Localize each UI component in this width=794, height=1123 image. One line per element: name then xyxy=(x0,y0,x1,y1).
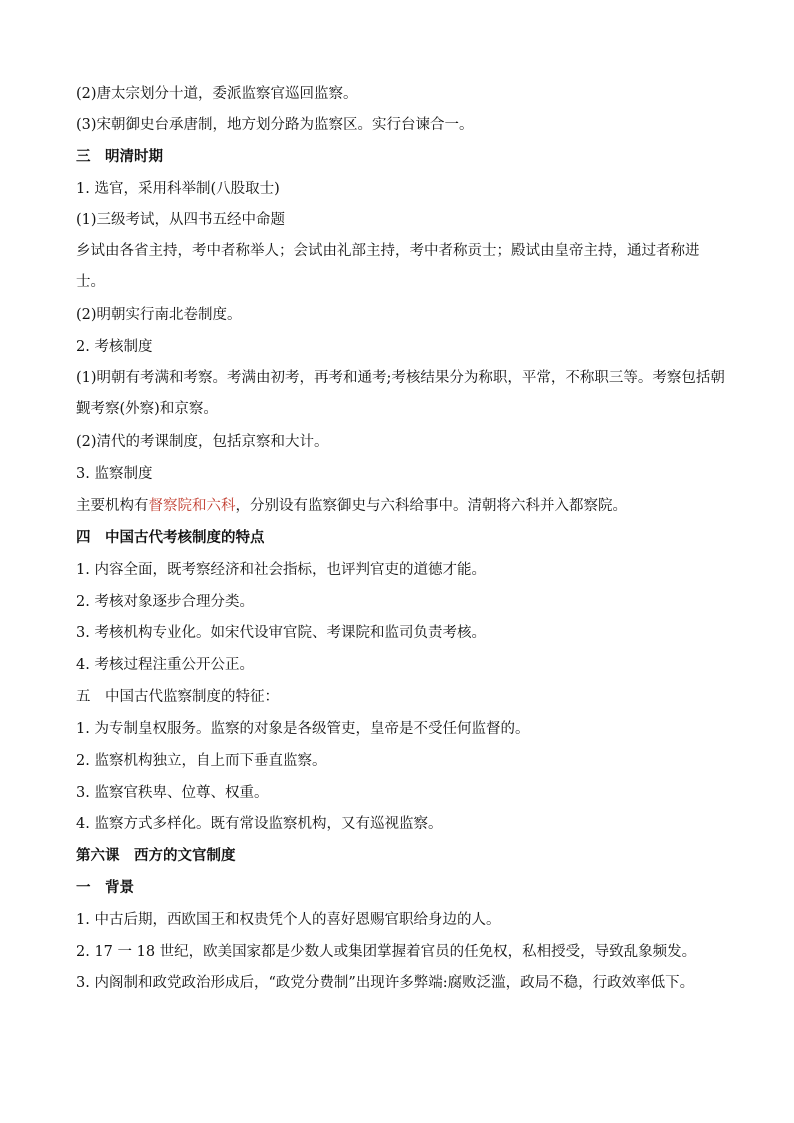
text-line: 1. 为专制皇权服务。监察的对象是各级管吏，皇帝是不受任何监督的。 xyxy=(76,721,530,737)
text-line: 1. 中古后期，西欧国王和权贵凭个人的喜好恩赐官职给身边的人。 xyxy=(76,912,501,928)
text-line: 3. 监察制度 xyxy=(76,466,153,482)
text-paragraph: 乡试由各省主持，考中者称举人；会试由礼部主持，考中者称贡士；殿试由皇帝主持，通过者称进士。 xyxy=(76,243,700,290)
text-line: 1. 选官，采用科举制(八股取士) xyxy=(76,181,280,197)
text-line: 3. 考核机构专业化。如宋代设审官院、考课院和监司负责考核。 xyxy=(76,625,486,641)
text-paragraph: 3. 内阁制和政党政治形成后，“政党分费制”出现许多弊端:腐败泛滥，政局不稳，行政效率低下。 xyxy=(76,975,695,991)
text-segment: 主要机构有 xyxy=(76,498,149,514)
section-heading: 三 明清时期 xyxy=(76,149,163,165)
text-paragraph: (1)明朝有考满和考察。考满由初考，再考和通考;考核结果分为称职，平常，不称职三等。考察包括朝觐考察(外察)和京察。 xyxy=(76,370,725,417)
text-line: 2. 考核对象逐步合理分类。 xyxy=(76,594,254,610)
highlighted-term: 督察院和六科 xyxy=(148,498,236,514)
text-line: 4. 考核过程注重公开公正。 xyxy=(76,657,254,673)
text-line: 4. 监察方式多样化。既有常设监察机构，又有巡视监察。 xyxy=(76,816,443,832)
text-line: 2. 考核制度 xyxy=(76,339,153,355)
text-segment: ，分别设有监察御史与六科给事中。清朝将六科并入都察院。 xyxy=(235,498,627,514)
section-heading: 五 中国古代监察制度的特征： xyxy=(76,689,279,705)
section-heading: 一 背景 xyxy=(76,880,134,896)
text-line-highlighted xyxy=(76,496,726,516)
section-heading: 四 中国古代考核制度的特点 xyxy=(76,530,265,546)
text-line: 1. 内容全面，既考察经济和社会指标，也评判官吏的道德才能。 xyxy=(76,562,486,578)
text-line: 2. 监察机构独立，自上而下垂直监察。 xyxy=(76,753,327,769)
lesson-heading: 第六课 西方的文官制度 xyxy=(76,848,236,864)
text-line: 3. 监察官秩卑、位尊、权重。 xyxy=(76,785,269,801)
text-line: (3)宋朝御史台承唐制，地方划分路为监察区。实行台谏合一。 xyxy=(76,117,474,133)
text-line: (2)明朝实行南北卷制度。 xyxy=(76,307,242,323)
text-line: (2)唐太宗划分十道，委派监察官巡回监察。 xyxy=(76,86,358,102)
text-line: (2)清代的考课制度，包括京察和大计。 xyxy=(76,434,329,450)
text-line: (1)三级考试，从四书五经中命题 xyxy=(76,212,286,228)
text-line: 2. 17 一 18 世纪，欧美国家都是少数人或集团掌握着官员的任免权，私相授受，导致乱象频发。 xyxy=(76,944,697,960)
